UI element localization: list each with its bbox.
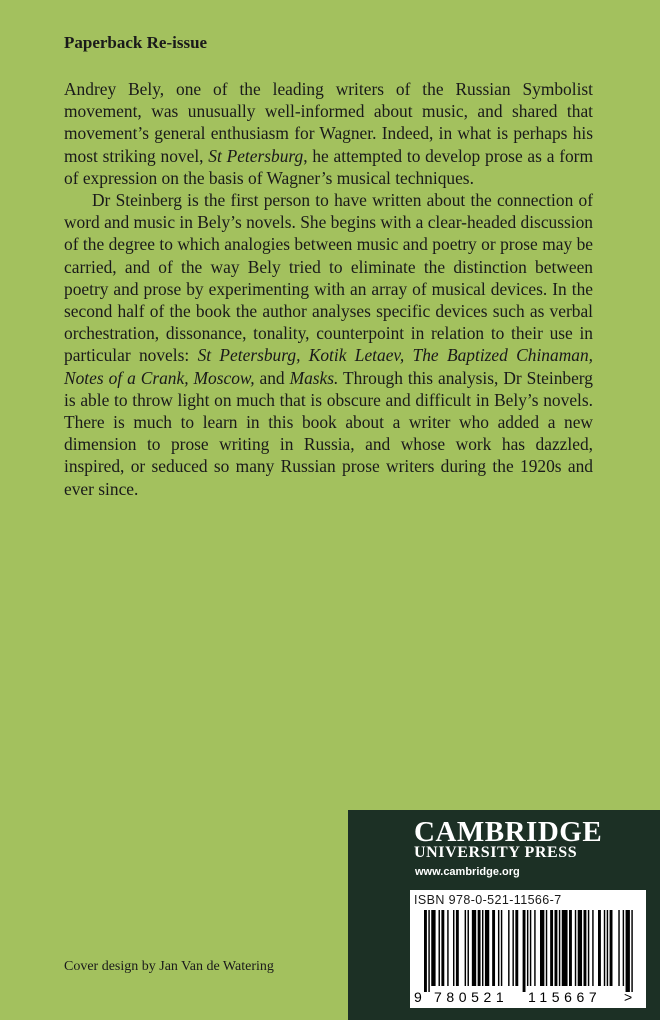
barcode-bar [546, 910, 547, 986]
barcode-bar [456, 910, 459, 986]
blurb-paragraph-1 [64, 78, 593, 189]
barcode-bar [498, 910, 499, 986]
barcode-bar [559, 910, 560, 986]
barcode-digit-lead: 9 [414, 989, 422, 1005]
barcode-bar [588, 910, 589, 986]
barcode-bar [439, 910, 440, 986]
isbn-label: ISBN 978-0-521-11566-7 [414, 893, 562, 907]
barcode-bar [562, 910, 568, 986]
paragraph-1-end: , he attempted to develop prose as a form of expression on the basis of Wagner’s musical techniques. [64, 145, 593, 188]
paragraph-2-and: and [254, 367, 290, 388]
blurb [64, 78, 593, 500]
barcode-bar [569, 910, 572, 986]
barcode-bar [515, 910, 518, 986]
barcode-quiet-marker: > [624, 989, 633, 1005]
barcode-bar [598, 910, 601, 986]
paragraph-1-title: St Petersburg [208, 145, 304, 166]
barcode-bar [550, 910, 553, 986]
barcode-bar [512, 910, 513, 986]
barcode-bar [465, 910, 466, 986]
barcode-bar [623, 910, 624, 986]
barcode-bar [604, 910, 605, 986]
barcode-bar [492, 910, 495, 986]
barcode-bar [584, 910, 587, 986]
barcode-bar [575, 910, 576, 986]
paragraph-2-end: Through this analysis, Dr Steinberg is able to throw light on much that is obscure and difficult in Bely’s novels. There is much to learn in this book about a writer who added a new dimension to prose writing in Russia, and whose work has dazzled, inspired, or seduced so many Russian prose writers during the 1920s and ever since. [64, 367, 593, 499]
barcode-bar [441, 910, 444, 986]
barcode-bar [501, 910, 502, 986]
publisher-subtitle: UNIVERSITY PRESS [414, 844, 578, 861]
barcode-bar [610, 910, 613, 986]
barcode-bar [508, 910, 509, 986]
barcode-bar [631, 910, 632, 992]
blurb-paragraph-2 [64, 189, 593, 500]
publisher-url: www.cambridge.org [415, 866, 520, 878]
paragraph-2-titles: St Petersburg, Kotik Letaev, The Baptized Chinaman, Notes of a Crank, Moscow, [64, 345, 593, 388]
cover-heading: Paperback Re-issue [64, 33, 208, 52]
barcode-bar [447, 910, 448, 986]
barcode-bar [482, 910, 483, 986]
publisher-panel [348, 810, 660, 1020]
barcode-bar [618, 910, 619, 986]
barcode-bar [478, 910, 481, 986]
paragraph-2-masks: Masks. [289, 367, 339, 388]
barcode-bar [468, 910, 469, 986]
paragraph-2-text: Dr Steinberg is the first person to have written about the connection of word and music in Bely’s novels. She begins with a clear-headed discussion of the degree to which analogies between music and poetry or prose may be carried, and of the way Bely tried to eliminate the distinction between poetry and prose by experimenting with an array of musical devices. In the second half of the book the author analyses specific devices such as verbal orchestration, dissonance, tonality, counterpoint in relation to their use in particular novels: [64, 190, 593, 366]
barcode-bar [527, 910, 528, 986]
barcode-bar [530, 910, 531, 986]
barcode-bar [472, 910, 476, 986]
barcode-bar [540, 910, 544, 986]
barcode-bar [555, 910, 558, 986]
barcode-bar [578, 910, 582, 986]
barcode-bar [428, 910, 429, 992]
barcode-bar [453, 910, 454, 986]
barcode-bar [534, 910, 535, 986]
publisher-name: CAMBRIDGE [414, 816, 603, 848]
barcode-bar [523, 910, 526, 992]
paragraph-1-text: Andrey Bely, one of the leading writers of the Russian Symbolist movement, was unusually well-informed about music, and shared that movement’s general enthusiasm for Wagner. Indeed, in what is perhaps his most striking novel, [64, 79, 593, 166]
barcode-bar [626, 910, 630, 992]
barcode-bars [410, 890, 646, 1008]
barcode [410, 890, 646, 1008]
barcode-bar [607, 910, 608, 986]
cover-credit: Cover design by Jan Van de Watering [64, 959, 274, 974]
barcode-digits-left: 780521 [434, 989, 509, 1005]
barcode-bar [424, 910, 427, 992]
barcode-bar [431, 910, 435, 986]
barcode-bar [592, 910, 593, 986]
barcode-digits-right: 115667 [528, 989, 602, 1005]
barcode-bar [485, 910, 489, 986]
